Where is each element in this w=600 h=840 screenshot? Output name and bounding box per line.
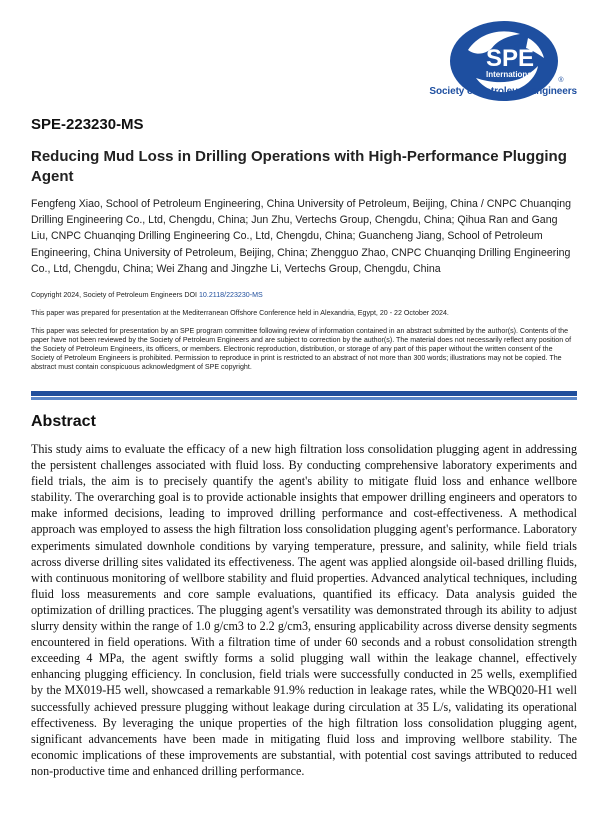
paper-number: SPE-223230-MS: [31, 116, 144, 133]
paper-title: Reducing Mud Loss in Drilling Operations with High-Performance Plugging Agent: [31, 148, 567, 185]
section-divider: [31, 391, 577, 396]
copyright-text: Copyright 2024, Society of Petroleum Engineers DOI: [31, 291, 197, 299]
author-list: Fengfeng Xiao, School of Petroleum Engineering, China University of Petroleum, Beijing, China / CNPC Chuanqing Drilling Engineering Co., Ltd, Chengdu, China; Jun Zhu, Vertechs Group, Chengdu, China; Qihua Ran and Gang Liu, CNPC Chuanqing Drilling Engineering Co., Ltd, Chengdu, China; Guancheng Jiang, School of Petroleum Engineering, China University of Petroleum, Beijing, China; Zhengguo Zhao, CNPC Chuanqing Drilling Engineering Co., Ltd, Chengdu, China; Wei Zhang and Jingzhe Li, Vertechs Group, Chengdu, China: [31, 198, 571, 275]
svg-text:®: ®: [558, 77, 564, 84]
organization-name: Society of Petroleum Engineers: [429, 86, 577, 97]
section-divider-accent: [31, 397, 577, 400]
conference-note: This paper was prepared for presentation at the Mediterranean Offshore Conference held in Alexandria, Egypt, 20 - 22 October 2024.: [31, 309, 449, 317]
copyright-line: [31, 291, 577, 300]
doi-link[interactable]: 10.2118/223230-MS: [198, 291, 263, 299]
svg-text:SPE: SPE: [485, 45, 535, 72]
abstract-heading: Abstract: [31, 413, 96, 430]
svg-text:International: International: [485, 70, 535, 79]
selection-note: This paper was selected for presentation by an SPE program committee following review of information contained in an abstract submitted by the author(s). Contents of the paper have not been reviewed by the Society of Petroleum Engineers and are subject to correction by the author(s). The material does not necessarily reflect any position of the Society of Petroleum Engineers, its officers, or members. Electronic reproduction, distribution, or storage of any part of this paper without the written consent of the Society of Petroleum Engineers is prohibited. Permission to reproduce in print is restricted to an abstract of not more than 300 words; illustrations may not be copied. The abstract must contain conspicuous acknowledgment of SPE copyright.: [31, 327, 572, 371]
abstract-body: This study aims to evaluate the efficacy of a new high filtration loss consolidation plugging agent in addressing the persistent challenges associated with fluid loss. By conducting comprehensive laboratory experiments and field trials, the aim is to precisely quantify the agent's ability to mitigate fluid loss and enhance wellbore stability. The overarching goal is to provide actionable insights that empower drilling engineers and operators to make informed decisions, leading to improved drilling performance and cost-effectiveness. A methodical approach was employed to assess the high filtration loss consolidation plugging agent's performance. Laboratory experiments simulated downhole conditions by varying temperature, pressure, and salinity, while field trials across diverse drilling sites validated its effectiveness. The agent was applied alongside oil-based drilling fluids, with continuous monitoring of wellbore stability and fluid properties. Advanced analytical techniques, including fluid loss measurements and core sample evaluations, quantified its efficacy. Data analysis guided the optimization of drilling practices. The plugging agent's versatility was demonstrated through its ability to adjust slurry density within the range of 1.0 g/cm3 to 2.2 g/cm3, ensuring applicability across diverse density segments encountered in field operations. With a filtration time of under 60 seconds and a robust consolidation strength exceeding 4 MPa, the agent swiftly forms a solid plugging wall within the leakage channel, effectively enhancing plugging efficiency. In conclusion, field trials were successfully conducted in 25 wells, exemplified by the MX019-H5 well, showcased a remarkable 91.9% reduction in leakage rates, while the WBQ020-H1 well successfully achieved pressure plugging without leakage during circulation at 35 L/s, validating its operational effectiveness. By leveraging the unique properties of the high filtration loss consolidation plugging agent, significant advancements have been made in mitigating fluid loss and improving wellbore stability. The economic implications of these improvements are substantial, with potential cost savings attributed to reduced non-productive time and enhanced drilling performance.: [31, 442, 577, 778]
